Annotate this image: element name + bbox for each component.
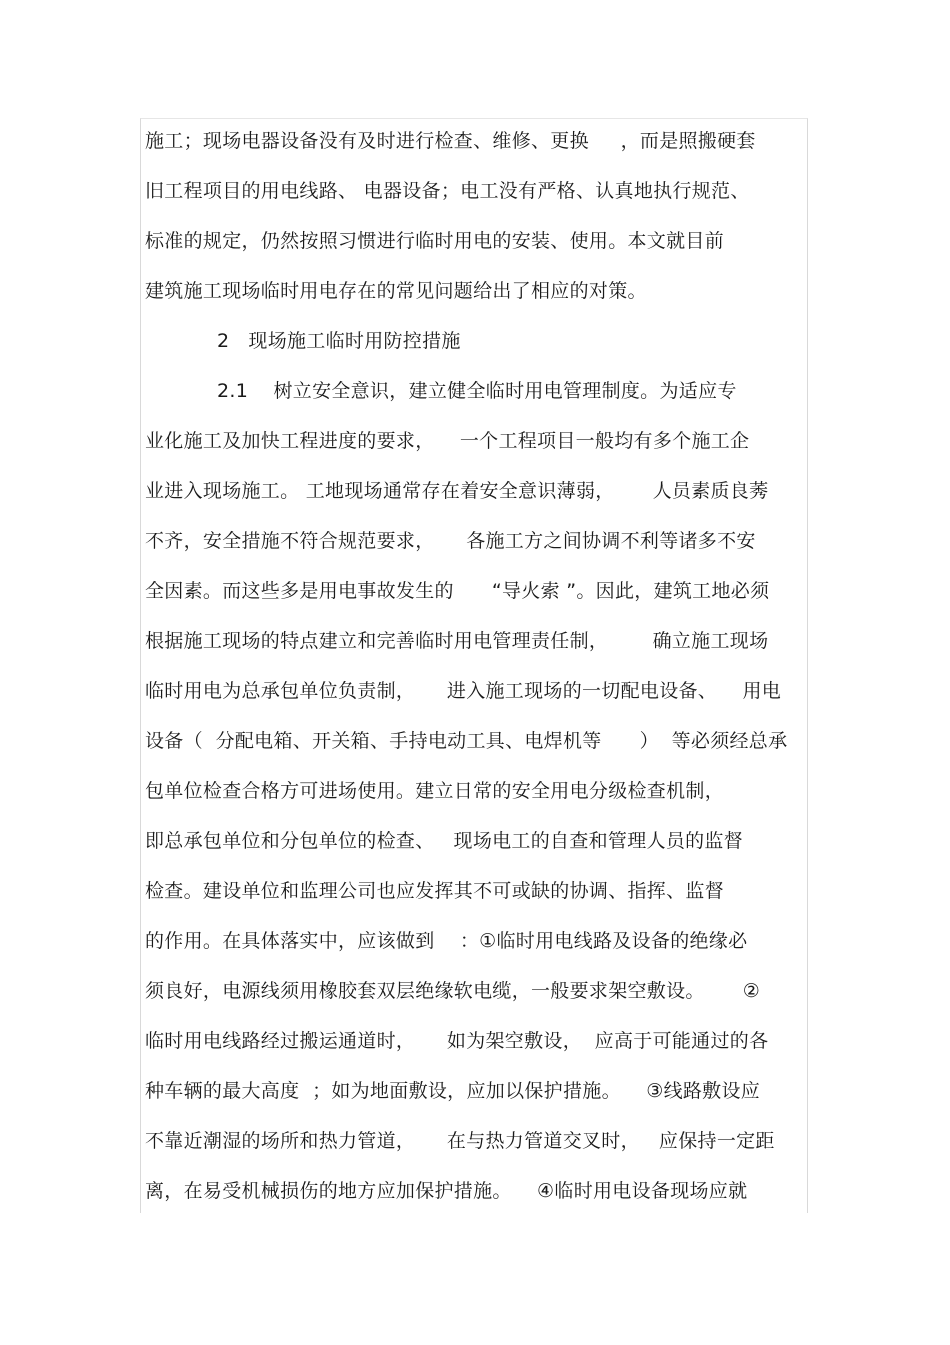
body-line: 临时用电线路经过搬运通道时， 如为架空敷设， 应高于可能通过的各 bbox=[145, 1030, 769, 1052]
body-line: 根据施工现场的特点建立和完善临时用电管理责任制， 确立施工现场 bbox=[145, 630, 769, 652]
body-line: 须良好，电源线须用橡胶套双层绝缘软电缆，一般要求架空敷设。 ② bbox=[145, 980, 761, 1002]
subsection-heading: 2.1 树立安全意识，建立健全临时用电管理制度。为适应专 bbox=[217, 380, 737, 402]
body-line: 检查。建设单位和监理公司也应发挥其不可或缺的协调、指挥、监督 bbox=[145, 880, 725, 902]
body-line: 离，在易受机械损伤的地方应加保护措施。 ④临时用电设备现场应就 bbox=[145, 1180, 748, 1202]
body-line: 不齐，安全措施不符合规范要求， 各施工方之间协调不利等诸多不安 bbox=[145, 530, 756, 552]
body-line: 即总承包单位和分包单位的检查、 现场电工的自查和管理人员的监督 bbox=[145, 830, 744, 852]
body-line: 业化施工及加快工程进度的要求， 一个工程项目一般均有多个施工企 bbox=[145, 430, 750, 452]
body-line: 旧工程项目的用电线路、 电器设备；电工没有严格、认真地执行规范、 bbox=[145, 180, 750, 202]
body-line: 包单位检查合格方可进场使用。建立日常的安全用电分级检查机制， bbox=[145, 780, 725, 802]
body-line: 建筑施工现场临时用电存在的常见问题给出了相应的对策。 bbox=[145, 280, 647, 302]
body-line: 设备（ 分配电箱、开关箱、手持电动工具、电焊机等 ） 等必须经总承 bbox=[145, 730, 788, 752]
body-line: 临时用电为总承包单位负责制， 进入施工现场的一切配电设备、 用电 bbox=[145, 680, 782, 702]
body-line: 全因素。而这些多是用电事故发生的 “导火索 ”。因此，建筑工地必须 bbox=[145, 580, 770, 602]
body-line: 标准的规定，仍然按照习惯进行临时用电的安装、使用。本文就目前 bbox=[145, 230, 725, 252]
body-line: 种车辆的最大高度 ；如为地面敷设，应加以保护措施。 ③线路敷设应 bbox=[145, 1080, 761, 1102]
body-line: 施工；现场电器设备没有及时进行检查、维修、更换 ，而是照搬硬套 bbox=[145, 130, 756, 152]
section-heading: 2 现场施工临时用防控措施 bbox=[217, 330, 461, 352]
document-body bbox=[145, 116, 810, 1216]
body-line: 不靠近潮湿的场所和热力管道， 在与热力管道交叉时， 应保持一定距 bbox=[145, 1130, 775, 1152]
body-line: 业进入现场施工。 工地现场通常存在着安全意识薄弱， 人员素质良莠 bbox=[145, 480, 769, 502]
body-line: 的作用。在具体落实中，应该做到 ：①临时用电线路及设备的绝缘必 bbox=[145, 930, 748, 952]
